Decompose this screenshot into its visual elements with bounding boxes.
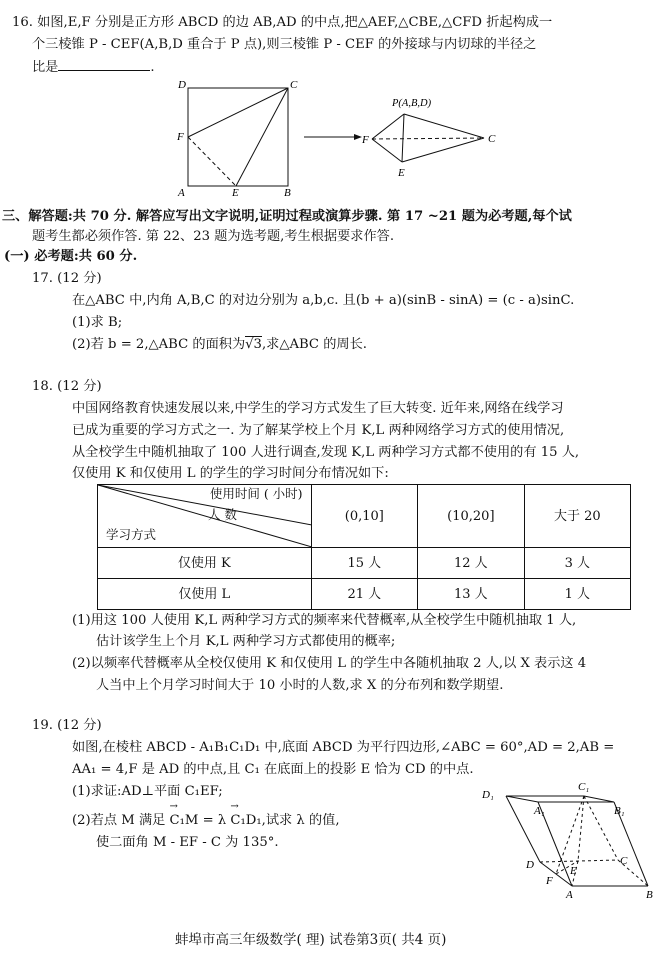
label-B: B	[284, 187, 291, 199]
row-label: 仅使用 K	[98, 548, 312, 579]
square-abcd	[188, 88, 288, 186]
q18-table	[97, 484, 631, 610]
q17-line3-a: (2)若 b = 2,△ABC 的面积为	[72, 337, 246, 352]
table-cell: 1 人	[524, 579, 630, 610]
table-row	[98, 548, 631, 579]
fold-arrow-head	[354, 134, 362, 140]
section3-line2: 题考生都必须作答. 第 22、23 题为选考题,考生根据要求作答.	[32, 229, 395, 244]
col-header-0: (0,10]	[311, 485, 418, 548]
q18-p1: 中国网络教育快速发展以来,中学生的学习方式发生了巨大转变. 近年来,网络在线学习	[72, 401, 564, 416]
edge-fe	[372, 139, 402, 162]
label-E: E	[570, 865, 577, 877]
q17-sqrt3: √3	[245, 337, 262, 352]
table-row	[98, 579, 631, 610]
label-C: C	[290, 79, 298, 91]
q19-head: 19. (12 分)	[32, 718, 102, 733]
table-cell: 13 人	[418, 579, 525, 610]
vector-c1d1: → C₁D₁	[230, 814, 261, 827]
edge-pe	[402, 114, 404, 162]
q16-line2: 个三棱锥 P - CEF(A,B,D 重合于 P 点),则三棱锥 P - CEF 的外接球与内切球的半径之	[32, 37, 537, 52]
q18-p2: 已成为重要的学习方式之一. 为了解某学校上个月 K,L 两种网络学习方式的使用情况,	[72, 423, 565, 438]
q16-line3-text: 比是	[32, 60, 59, 75]
label-B: B	[646, 889, 653, 901]
q18-head: 18. (12 分)	[32, 379, 102, 394]
segment-fe	[188, 137, 236, 186]
segment-fc	[188, 88, 288, 137]
row-label: 仅使用 L	[98, 579, 312, 610]
table-corner-cell	[98, 485, 312, 548]
label-A: A	[566, 889, 573, 901]
q19-line5: 使二面角 M - EF - C 为 135°.	[96, 835, 279, 850]
q16-line3	[32, 58, 155, 74]
table-cell: 3 人	[524, 548, 630, 579]
q18-s2a: (2)以频率代替概率从全校仅使用 K 和仅使用 L 的学生中各随机抽取 2 人,以 X 表示这 4	[72, 656, 587, 671]
section3-sub: (一) 必考题:共 60 分.	[4, 249, 138, 264]
label-A: A	[178, 187, 185, 199]
q19-line4	[72, 814, 340, 827]
q16-end: .	[150, 60, 155, 75]
label-E2: E	[398, 167, 405, 179]
q19-l4a: (2)若点 M 满足	[72, 813, 166, 828]
edge-fc	[372, 138, 484, 139]
answer-blank[interactable]	[58, 58, 150, 71]
q17-line3-c: ,求△ABC 的周长.	[261, 337, 367, 352]
table-cell: 21 人	[311, 579, 418, 610]
q16-figure	[170, 76, 510, 200]
q16-line1: 16. 如图,E,F 分别是正方形 ABCD 的边 AB,AD 的中点,把△AEF,△CBE,△CFD 折起构成一	[12, 15, 553, 30]
q19-figure	[480, 774, 665, 902]
page-footer: 蚌埠市高三年级数学( 理) 试卷第3页( 共4 页)	[175, 932, 447, 948]
q18-p4: 仅使用 K 和仅使用 L 的学生的学习时间分布情况如下:	[72, 466, 389, 481]
label-C2: C	[488, 133, 496, 145]
table-header-row	[98, 485, 631, 548]
label-A1: A₁	[534, 805, 545, 817]
label-P: P(A,B,D)	[392, 98, 432, 109]
q17-head: 17. (12 分)	[32, 271, 102, 286]
label-C: C	[620, 855, 628, 867]
q17-line2: (1)求 B;	[72, 315, 123, 330]
label-B1: B₁	[614, 805, 625, 817]
q19-l4c: ,试求 λ 的值,	[261, 813, 340, 828]
col-header-2: 大于 20	[524, 485, 630, 548]
q17-line3	[72, 338, 367, 351]
q19-line2: AA₁ = 4,F 是 AD 的中点,且 C₁ 在底面上的投影 E 恰为 CD 的中点.	[72, 762, 474, 777]
label-D1: D₁	[482, 789, 494, 801]
corner-bottom-label: 学习方式	[106, 527, 157, 542]
table-cell: 15 人	[311, 548, 418, 579]
section3-line1: 三、解答题:共 70 分. 解答应写出文字说明,证明过程或演算步骤. 第 17 ~21 题为必考题,每个试	[2, 209, 572, 224]
q18-s2b: 人当中上个月学习时间大于 10 小时的人数,求 X 的分布列和数学期望.	[96, 678, 504, 693]
label-F: F	[546, 875, 553, 887]
q19-l4b: = λ	[198, 813, 231, 828]
label-E: E	[232, 187, 239, 199]
label-D: D	[526, 859, 534, 871]
edge-fp	[372, 114, 404, 139]
q18-s1b: 估计该学生上个月 K,L 两种学习方式都使用的概率;	[96, 634, 396, 649]
q18-p3: 从全校学生中随机抽取了 100 人进行调查,发现 K,L 两种学习方式都不使用的有 15 人,	[72, 445, 580, 460]
table-cell: 12 人	[418, 548, 525, 579]
edge-pc	[404, 114, 484, 138]
corner-top-label: 使用时间 ( 小时)	[209, 486, 303, 501]
label-F2: F	[362, 134, 369, 146]
label-C1: C₁	[578, 781, 590, 793]
label-D: D	[178, 79, 186, 91]
q17-line1: 在△ABC 中,内角 A,B,C 的对边分别为 a,b,c. 且(b + a)(sinB - sinA) = (c - a)sinC.	[72, 293, 575, 308]
q19-line3: (1)求证:AD⊥平面 C₁EF;	[72, 784, 223, 799]
corner-mid-label: 人 数	[208, 507, 237, 522]
segment-ec	[236, 88, 288, 186]
q18-s1a: (1)用这 100 人使用 K,L 两种学习方式的频率来代替概率,从全校学生中随机抽取 1 人,	[72, 613, 577, 628]
edge-ec	[402, 138, 484, 162]
label-F: F	[177, 131, 184, 143]
q19-line1: 如图,在棱柱 ABCD - A₁B₁C₁D₁ 中,底面 ABCD 为平行四边形,∠ABC = 60°,AD = 2,AB =	[72, 740, 615, 755]
vector-c1m: → C₁M	[170, 814, 199, 827]
col-header-1: (10,20]	[418, 485, 525, 548]
